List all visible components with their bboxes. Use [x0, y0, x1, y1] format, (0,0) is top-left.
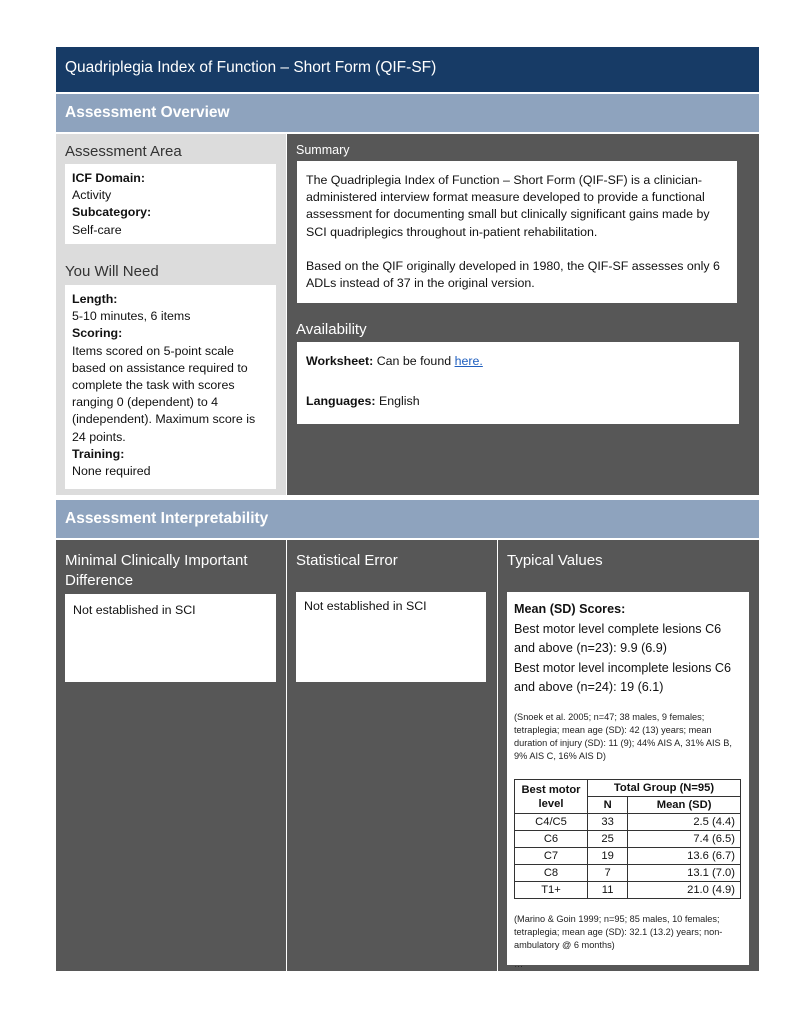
languages-label: Languages: — [306, 394, 376, 409]
table-cell-n: 19 — [588, 848, 628, 865]
reference-2: (Marino & Goin 1999; n=95; 85 males, 10 females; tetraplegia; mean age (SD): 32.1 (13.2) years; non-ambulatory @ 6 months) — [514, 914, 723, 950]
page-title: Quadriplegia Index of Function – Short Form (QIF-SF) — [56, 47, 759, 92]
summary-paragraph-2: Based on the QIF originally developed in 1980, the QIF-SF assesses only 6 ADLs instead of 37 in the original version. — [306, 258, 720, 291]
table-cell-level: T1+ — [515, 882, 588, 899]
scoring-value: Items scored on 5-point scale based on assistance required to complete the task with scores ranging 0 (dependent) to 4 (independent). Maximum score is 24 points. — [72, 343, 256, 444]
statistical-error-heading: Statistical Error — [296, 552, 398, 569]
training-label: Training: — [72, 446, 125, 461]
mcid-heading: Minimal Clinically Important Difference — [65, 552, 248, 589]
statistical-error-text: Not established in SCI — [304, 599, 427, 613]
table-cell-level: C4/C5 — [515, 814, 588, 831]
table-row — [515, 848, 741, 865]
subcategory-label: Subcategory: — [72, 205, 152, 220]
typical-values-heading: Typical Values — [507, 552, 603, 569]
worksheet-text: Can be found — [376, 354, 452, 368]
worksheet-label: Worksheet: — [306, 354, 374, 368]
section-heading-interpretability: Assessment Interpretability — [56, 500, 759, 538]
icf-label: ICF Domain: — [72, 171, 145, 185]
subcategory-value: Self-care — [72, 222, 122, 237]
table-row — [515, 882, 741, 899]
scoring-label: Scoring: — [72, 326, 123, 341]
table-cell-n: 25 — [588, 831, 628, 848]
table-cell-mean: 13.1 (7.0) — [628, 865, 741, 882]
typical-values-box — [507, 592, 749, 969]
table-cell-level: C7 — [515, 848, 588, 865]
table-cell-level: C8 — [515, 865, 588, 882]
summary-box — [297, 161, 737, 303]
summary-heading: Summary — [296, 143, 350, 157]
table-header-n: N — [588, 797, 628, 814]
length-value: 5-10 minutes, 6 items — [72, 309, 191, 324]
trailing-ellipsis: … — [514, 959, 524, 969]
reference-1: (Snoek et al. 2005; n=47; 38 males, 9 females; tetraplegia; mean age (SD): 42 (13) years; mean duration of injury (SD): 11 (9); 44% AIS A, 31% AIS B, 9% AIS C, 16% AIS D) — [514, 712, 732, 761]
statistical-error-box — [296, 592, 486, 682]
table-cell-mean: 21.0 (4.9) — [628, 882, 741, 899]
table-cell-n: 33 — [588, 814, 628, 831]
summary-paragraph-1: The Quadriplegia Index of Function – Short Form (QIF-SF) is a clinician-administered interview format measure developed to provide a functional assessment for documenting small but clinically significant gains made by SCI quadriplegics throughout in-patient rehabilitation. — [306, 173, 710, 239]
length-label: Length: — [72, 292, 118, 306]
training-value: None required — [72, 464, 151, 479]
table-header-mean: Mean (SD) — [628, 797, 741, 814]
assessment-area-box — [65, 164, 276, 244]
table-cell-mean: 13.6 (6.7) — [628, 848, 741, 865]
you-will-need-heading: You Will Need — [65, 263, 159, 280]
worksheet-link[interactable]: here. — [454, 354, 483, 368]
availability-heading: Availability — [296, 321, 367, 338]
mcid-box — [65, 594, 276, 682]
table-row — [515, 814, 741, 831]
mean-scores-label: Mean (SD) Scores: — [514, 602, 626, 616]
typical-values-table — [514, 779, 741, 899]
table-header-group: Total Group (N=95) — [588, 780, 741, 797]
table-row — [515, 865, 741, 882]
availability-box — [297, 342, 739, 424]
typical-line-1: Best motor level complete lesions C6 and above (n=23): 9.9 (6.9) — [514, 622, 722, 655]
table-cell-n: 11 — [588, 882, 628, 899]
table-cell-n: 7 — [588, 865, 628, 882]
table-header-level: Best motor level — [515, 780, 588, 814]
icf-value: Activity — [72, 188, 112, 203]
typical-line-2: Best motor level incomplete lesions C6 and above (n=24): 19 (6.1) — [514, 661, 731, 694]
you-will-need-box — [65, 285, 276, 489]
table-cell-level: C6 — [515, 831, 588, 848]
table-cell-mean: 7.4 (6.5) — [628, 831, 741, 848]
table-cell-mean: 2.5 (4.4) — [628, 814, 741, 831]
mcid-text: Not established in SCI — [73, 603, 196, 617]
assessment-area-heading: Assessment Area — [65, 143, 182, 160]
section-heading-overview: Assessment Overview — [56, 94, 759, 132]
languages-value: English — [379, 394, 420, 409]
table-row — [515, 831, 741, 848]
